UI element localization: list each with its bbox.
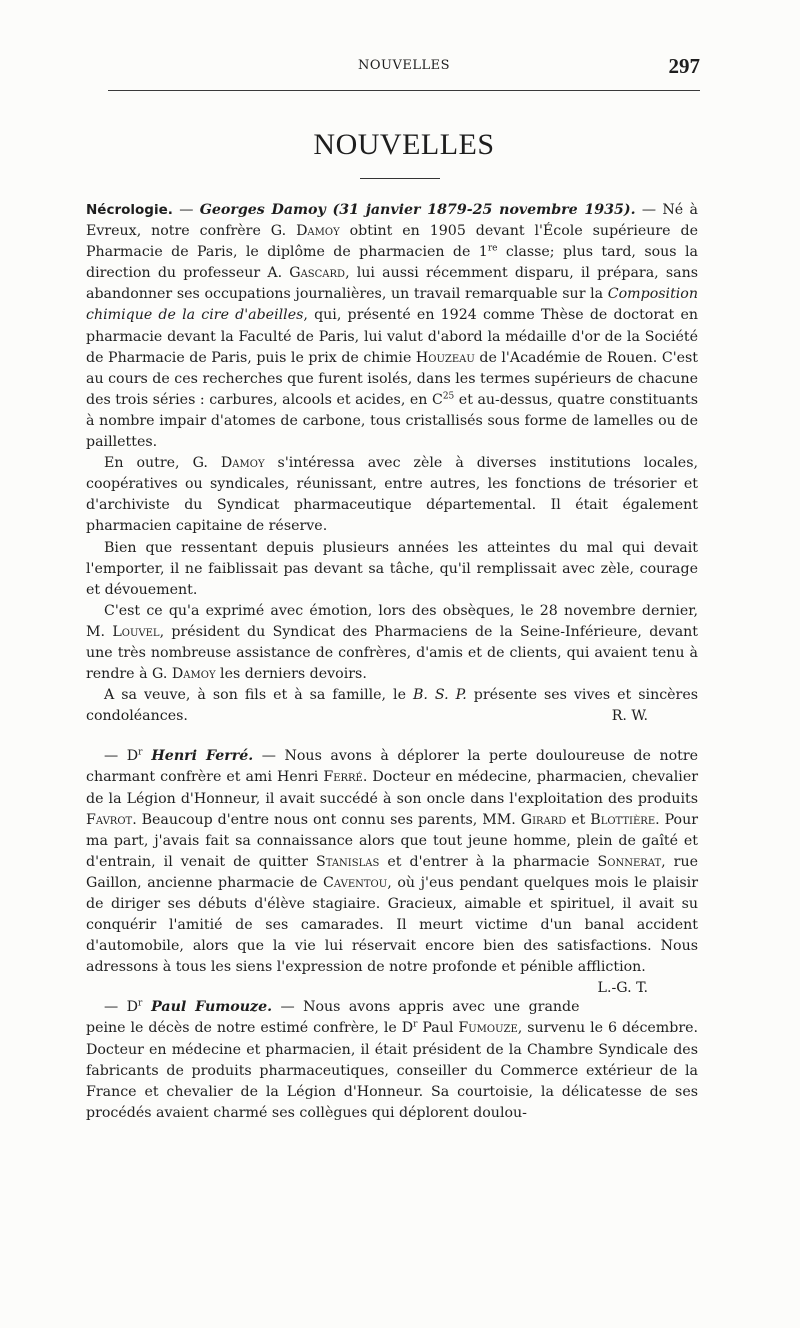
pharmacy-name: Sonnerat: [597, 853, 662, 870]
text-run: , lui aussi récemment disparu, il prépara, sans abandonner ses occupations journalières, un travail remarquable sur la: [86, 265, 698, 303]
article-body: [86, 200, 698, 1124]
person-name: Damoy: [296, 223, 340, 240]
superscript: r: [138, 747, 143, 758]
text-run: — Nous avons appris avec une grande peine le décès de notre estimé confrère, le D: [86, 999, 580, 1037]
text-run: — D: [104, 999, 138, 1016]
page-title: NOUVELLES: [313, 128, 495, 161]
superscript: r: [137, 998, 143, 1009]
text-run: . Beaucoup d'entre nous ont connu ses parents, MM.: [132, 811, 521, 828]
text-run: — D: [104, 748, 139, 765]
title-rule: [360, 178, 440, 179]
text-run: , où j'eus pendant quelques mois le plaisir de diriger ses débuts d'élève stagiaire. Gracieux, aimable et spirituel, il avait su conquérir l'amitié de ses camarades. Il meurt victime d'un banal accident d'automobile, alors que la vie lui réservait encore bien des satisfactions. Nous adressons à tous les siens l'expression de notre profonde et pénible affliction.: [86, 874, 698, 976]
obituary-heading-ferre: Henri Ferré.: [142, 748, 254, 765]
text-run: , qui, présenté en 1924 comme Thèse de doctorat en pharmacie devant la Faculté de Paris, lui valut d'abord la médaille d'or de la Société de Pharmacie de Paris, puis le prix de chimie: [86, 307, 698, 366]
text-run: En outre, G.: [104, 455, 221, 472]
person-name: Blottière: [590, 811, 656, 828]
prize-name: Houzeau: [415, 349, 475, 366]
person-name: Damoy: [220, 455, 265, 472]
text-run: et d'entrer à la pharmacie: [379, 853, 598, 870]
person-name: Fumouze: [458, 1020, 518, 1037]
superscript: re: [487, 243, 498, 254]
running-head: [108, 54, 700, 82]
obituary-damoy-p1: Nécrologie. — Georges Damoy (31 janvier 1879-25 novembre 1935). — Né à Evreux, notre confrère G. Damoy obtint en 1905 devant l'École supérieure de Pharmacie de Paris, le diplôme de pharmacien de 1re classe; plus tard, sous la direction du professeur A. Gascard, lui aussi récemment disparu, il prépara, sans abandonner ses occupations journalières, un travail remarquable sur la Composition chimique de la cire d'abeilles, qui, présenté en 1924 comme Thèse de doctorat en pharmacie devant la Faculté de Paris, lui valut d'abord la médaille d'or de la Société de Pharmacie de Paris, puis le prix de chimie Houzeau de l'Académie de Rouen. C'est au cours de ces recherches que furent isolés, dans les termes supérieurs de chacune des trois séries : carbures, alcools et acides, en $C^{25}$ et au-dessus, quatre constituants à nombre impair d'atomes de carbone, tous cristallisés sous forme de lamelles ou de paillettes.: [86, 202, 698, 451]
text-run: , président du Syndicat des Pharmaciens de la Seine-Inférieure, devant une très nombreuse assistance de confrères, d'amis et de clients, qui avaient tenu à rendre à G.: [86, 623, 698, 683]
obituary-ferre: [86, 746, 699, 997]
obituary-damoy-p4: [86, 601, 698, 685]
text-run: — Nous avons à déplorer la perte douloureuse de notre charmant confrère et ami Henri: [86, 748, 699, 786]
text-run: classe; plus tard, sous la direction du professeur A.: [86, 244, 698, 282]
text-run: C'est ce qu'a exprimé avec émotion, lors des obsèques, le 28 novembre dernier, M.: [86, 602, 698, 640]
signature: R. W.: [611, 708, 648, 725]
obituary-heading-damoy: Georges Damoy (31 janvier 1879-25 novembre 1935).: [199, 202, 636, 218]
text-run: Paul: [417, 1020, 459, 1037]
text-run: les derniers devoirs.: [215, 666, 367, 683]
page-number: 297: [668, 54, 700, 78]
school-name: Stanislas: [315, 853, 380, 870]
signature: L.-G. T.: [597, 980, 648, 997]
obituary-fumouze: [86, 997, 698, 1124]
person-name: Caventou: [323, 874, 388, 891]
text-run: , rue Gaillon, ancienne pharmacie de: [86, 853, 698, 891]
text-run: et au-dessus, quatre constituants à nombre impair d'atomes de carbone, tous cristallisés sous forme de lamelles ou de paillettes.: [86, 391, 698, 451]
text-run: . Docteur en médecine, pharmacien, chevalier de la Légion d'Honneur, il avait succédé à son oncle dans l'exploitation des produits: [86, 769, 698, 807]
company-name: Favrot: [86, 811, 133, 828]
text-run: de l'Académie de Rouen. C'est au cours de ces recherches que furent isolés, dans les termes supérieurs de chacune des trois séries : carbures, alcools et acides, en C: [86, 349, 698, 408]
obituary-damoy-p5: [86, 685, 698, 727]
journal-abbrev: B. S. P.: [412, 687, 467, 704]
superscript: r: [413, 1019, 418, 1030]
person-name: Gascard: [289, 265, 346, 282]
text-run: , survenu le 6 décembre. Docteur en médecine et pharmacien, il était président de la Chambre Syndicale des fabricants de produits pharmaceutiques, conseiller du Commerce extérieur de la France et chevalier de la Légion d'Honneur. Sa courtoisie, la délicatesse de ses procédés avaient charmé ses collègues qui déplorent doulou-: [86, 1020, 699, 1121]
person-name: Damoy: [171, 666, 216, 683]
text-run: A sa veuve, à son fils et à sa famille, le: [104, 687, 413, 704]
person-name: Louvel: [112, 623, 160, 640]
running-title: NOUVELLES: [357, 58, 451, 73]
text-run: — Né à Evreux, notre confrère G.: [86, 202, 698, 240]
obituary-heading-fumouze: Paul Fumouze.: [142, 999, 273, 1016]
thesis-title: Composition chimique de la cire d'abeilles: [86, 286, 698, 324]
section-label: Nécrologie.: [86, 202, 173, 218]
obituary-damoy-p2: [86, 453, 698, 537]
obituary-damoy-p3: Bien que ressentant depuis plusieurs années les atteintes du mal qui devait l'emporter, il ne faiblissait pas devant sa tâche, qu'il remplissait avec zèle, courage et dévouement.: [86, 539, 698, 598]
person-name: Girard: [520, 811, 567, 828]
text-run: obtint en 1905 devant l'École supérieure de Pharmacie de Paris, le diplôme de pharmacien de 1: [86, 223, 698, 261]
text-run: s'intéressa avec zèle à diverses institutions locales, coopératives ou syndicales, réunissant, entre autres, les fonctions de trésorier et d'archiviste du Syndicat pharmaceutique départemental. Il était également pharmacien capitaine de réserve.: [86, 455, 698, 535]
superscript: 25: [442, 391, 455, 402]
text-run: et: [566, 811, 591, 828]
text-run: présente ses vives et sincères condoléances.: [86, 687, 699, 725]
header-rule: [108, 90, 700, 91]
person-name: Ferré: [323, 769, 363, 786]
text-run: . Pour ma part, j'avais fait sa connaissance alors que tout jeune homme, plein de gaîté et d'entrain, il venait de quitter: [86, 811, 698, 870]
